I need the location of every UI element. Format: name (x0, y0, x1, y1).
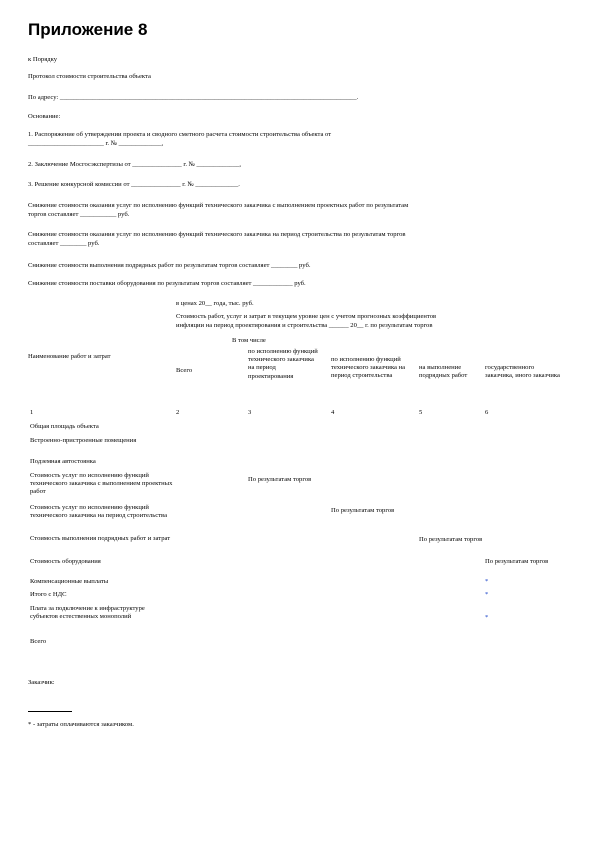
reduction-2-cont[interactable]: составляет ________ руб. (28, 240, 100, 247)
protocol-label: Протокол стоимости строительства объекта (28, 73, 151, 80)
reduction-1-cont[interactable]: торгов составляет ___________ руб. (28, 211, 130, 218)
col-number: 5 (419, 409, 423, 416)
basis-item-1: 1. Распоряжение об утверждении проекта и сводного сметного расчета стоимости строительства объекта от (28, 131, 332, 138)
reduction-4[interactable]: Снижение стоимости поставки оборудования по результатам торгов составляет ____________ руб. (28, 280, 306, 287)
cell-by-results: По результатам торгов (419, 536, 483, 543)
col-header-name: Наименование работ и затрат (28, 353, 111, 360)
row-label: Компенсационные выплаты (30, 578, 109, 585)
cell-by-results: По результатам торгов (248, 476, 312, 483)
address-label: По адресу: (28, 94, 60, 101)
col-header-design: по исполнению функций технического заказчика на период проектирования (248, 348, 318, 380)
basis-item-3[interactable]: 3. Решение конкурсной комиссии от _______________ г. № _____________. (28, 181, 240, 188)
footnote-separator (28, 711, 72, 712)
address-line (28, 94, 358, 102)
row-label: Плата за подключение к инфраструктуре субъектов естественных монополий (30, 605, 145, 621)
row-label: Общая площадь объекта (30, 423, 99, 430)
price-note: в ценах 20__ года, тыс. руб. (176, 300, 254, 307)
row-label: Стоимость оборудования (30, 558, 101, 565)
row-label: Всего (30, 638, 47, 645)
col-header-total: Всего (176, 367, 193, 374)
row-label: Стоимость выполнения подрядных работ и затрат (30, 535, 171, 542)
cost-header-line-2: инфляции на период проектирования и строительства ______ 20__ г. по результатам торгов (176, 322, 433, 329)
reduction-2: Снижение стоимости оказания услуг по исполнению функций технического заказчика на период строительства по результатам торгов (28, 231, 406, 238)
reduction-1: Снижение стоимости оказания услуг по исполнению функций технического заказчика с выполнением проектных работ по результатам (28, 202, 409, 209)
footnote-mark-link[interactable]: * (485, 614, 489, 621)
reduction-3[interactable]: Снижение стоимости выполнения подрядных работ по результатам торгов составляет ________ руб. (28, 262, 311, 269)
to-order-label: к Порядку (28, 56, 58, 63)
col-number: 1 (30, 409, 34, 416)
col-header-construction: по исполнению функций технического заказчика на период строительства (331, 356, 406, 380)
col-number: 6 (485, 409, 489, 416)
col-header-contract: на выполнение подрядных работ (419, 364, 468, 380)
cell-by-results: По результатам торгов (485, 558, 549, 565)
row-label: Стоимость услуг по исполнению функций технического заказчика с выполнением проектных работ (30, 472, 173, 496)
col-header-state: государственного заказчика, иного заказчика (485, 364, 560, 380)
address-field[interactable]: __________________________________________________________________________________________. (59, 94, 359, 101)
cost-header-line-1: Стоимость работ, услуг и затрат в текущем уровне цен с учетом прогнозных коэффициентов (176, 313, 437, 320)
basis-item-2[interactable]: 2. Заключение Мосгосэкспертизы от _______________ г. № _____________, (28, 161, 242, 168)
cell-by-results: По результатам торгов (331, 507, 395, 514)
basis-item-1-blanks[interactable]: _______________________ г. № _____________, (28, 140, 164, 147)
col-number: 2 (176, 409, 180, 416)
row-label: Подземная автостоянка (30, 458, 96, 465)
row-label: Стоимость услуг по исполнению функций технического заказчика на период строительства (30, 504, 167, 520)
footnote-text: * - затраты оплачиваются заказчиком. (28, 721, 134, 728)
col-number: 3 (248, 409, 252, 416)
row-label: Итого с НДС (30, 591, 67, 598)
row-label: Встроенно-пристроенные помещения (30, 437, 137, 444)
page-title: Приложение 8 (28, 20, 148, 39)
footnote-mark-link[interactable]: * (485, 591, 489, 598)
basis-label: Основание: (28, 113, 61, 120)
including-label: В том числе (232, 337, 266, 344)
col-number: 4 (331, 409, 335, 416)
customer-label: Заказчик: (28, 679, 55, 686)
footnote-mark-link[interactable]: * (485, 578, 489, 585)
